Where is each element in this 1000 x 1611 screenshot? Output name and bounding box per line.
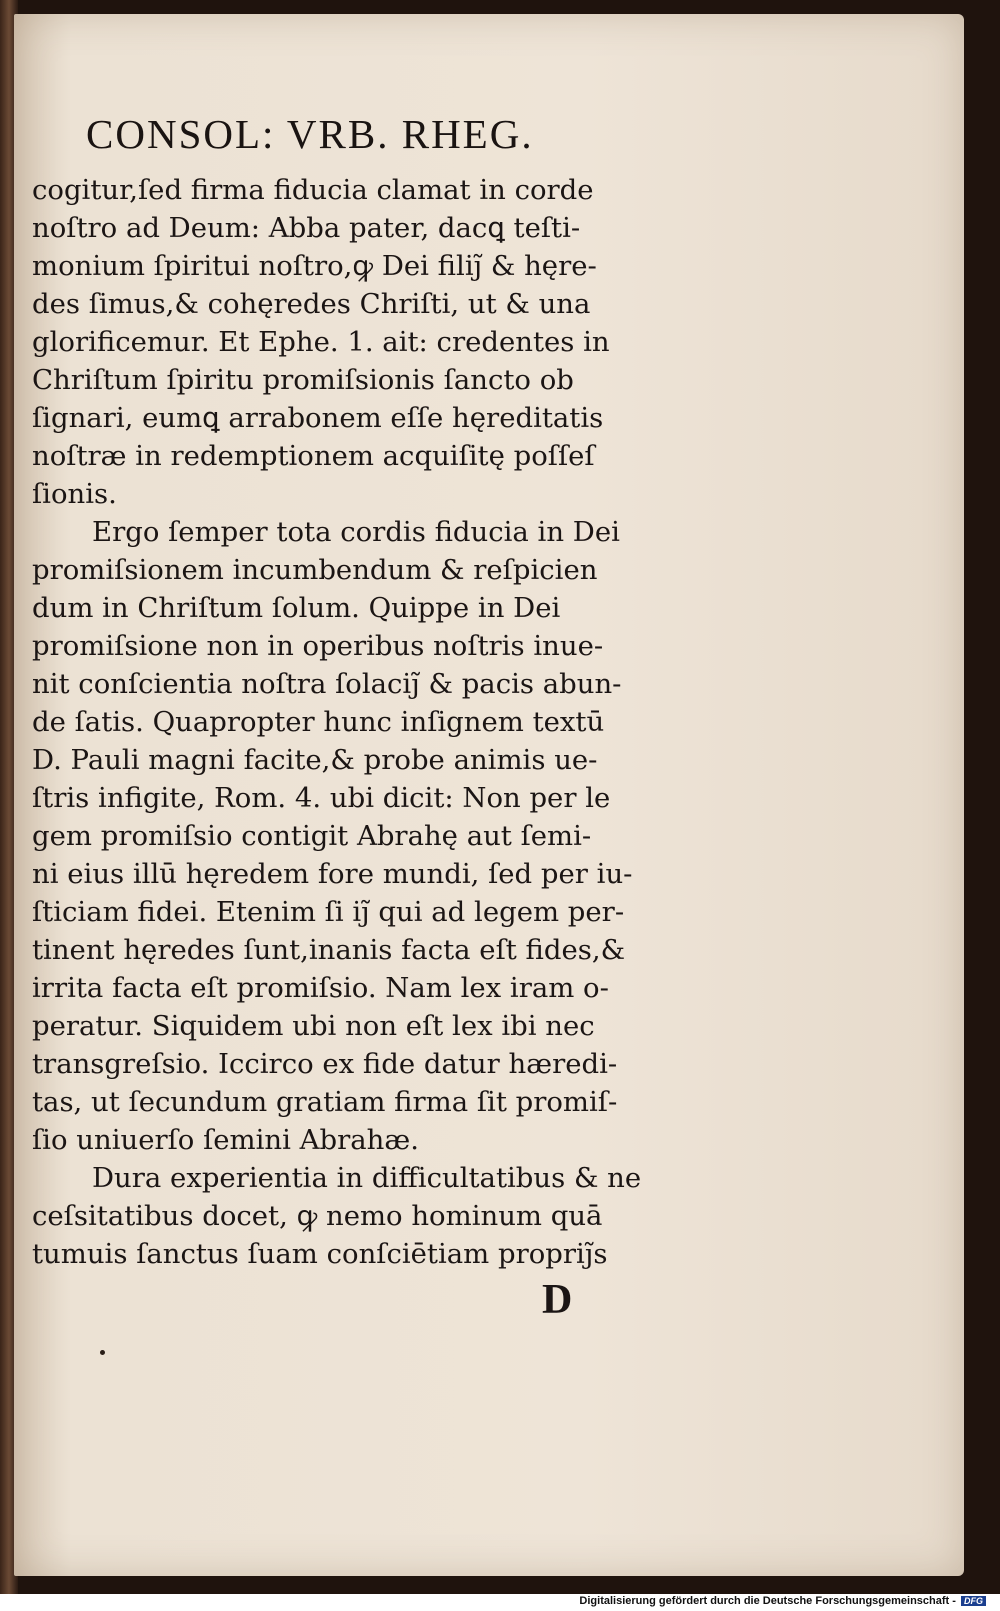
text-line: des ſimus,& cohęredes Chriſti, ut & una	[32, 288, 591, 320]
text-line: Dura experientia in difficultatibus & ne	[92, 1162, 642, 1194]
text-line: promiſsione non in operibus noſtris inue-	[32, 630, 604, 662]
digitization-credit	[579, 1595, 986, 1607]
text-line: promiſsionem incumbendum & reſpicien	[32, 554, 598, 586]
text-line: nit conſcientia noſtra ſolaciȷ̃ & pacis abun-	[32, 668, 622, 700]
text-line: noſtræ in redemptionem acquiſitę poſſeſ	[32, 440, 595, 472]
page-body	[32, 171, 692, 1273]
text-line: ſio uniuerſo ſemini Abrahæ.	[32, 1124, 419, 1156]
book-page	[14, 14, 964, 1576]
text-line: peratur. Siquidem ubi non eſt lex ibi nec	[32, 1010, 595, 1042]
text-line: glorificemur. Et Ephe. 1. ait: credentes in	[32, 326, 610, 358]
ink-spot	[100, 1350, 105, 1355]
text-line: ceſsitatibus docet, ꝙ nemo hominum quā	[32, 1200, 603, 1232]
text-line: noſtro ad Deum: Abba pater, dacꝗ teſti-	[32, 212, 581, 244]
text-line: tas, ut ſecundum gratiam firma ſit promiſ-	[32, 1086, 618, 1118]
text-line: Chriſtum ſpiritu promiſsionis ſancto ob	[32, 364, 574, 396]
text-line: irrita facta eſt promiſsio. Nam lex iram o-	[32, 972, 609, 1004]
text-line: Ergo ſemper tota cordis fiducia in Dei	[92, 516, 620, 548]
running-header: CONSOL: VRB. RHEG.	[86, 111, 534, 157]
signature-mark: D	[542, 1277, 573, 1323]
text-line: ſionis.	[32, 478, 117, 510]
text-line: D. Pauli magni facite,& probe animis ue-	[32, 744, 598, 776]
text-line: transgreſsio. Iccirco ex fide datur hæredi-	[32, 1048, 618, 1080]
credit-text: Digitalisierung gefördert durch die Deutsche Forschungsgemeinschaft -	[579, 1595, 956, 1607]
text-line: tinent hęredes ſunt,inanis facta eſt fides,&	[32, 934, 626, 966]
text-line: dum in Chriſtum ſolum. Quippe in Dei	[32, 592, 561, 624]
text-line: ſignari, eumꝗ arrabonem eſſe hęreditatis	[32, 402, 604, 434]
text-line: ſtris infigite, Rom. 4. ubi dicit: Non per le	[32, 782, 611, 814]
text-line: tumuis ſanctus ſuam conſciētiam propriȷ̃s	[32, 1238, 608, 1270]
text-line: cogitur,ſed firma fiducia clamat in corde	[32, 174, 594, 206]
text-line: ni eius illū hęredem fore mundi, ſed per iu-	[32, 858, 633, 890]
dfg-logo-icon: DFG	[961, 1596, 986, 1606]
text-line: ſticiam fidei. Etenim ſi iȷ̃ qui ad legem per-	[32, 896, 625, 928]
text-line: de ſatis. Quapropter hunc inſignem textū	[32, 706, 605, 738]
text-line: monium ſpiritui noſtro,ꝙ Dei filiȷ̃ & hęre-	[32, 250, 597, 282]
text-line: gem promiſsio contigit Abrahę aut ſemi-	[32, 820, 592, 852]
